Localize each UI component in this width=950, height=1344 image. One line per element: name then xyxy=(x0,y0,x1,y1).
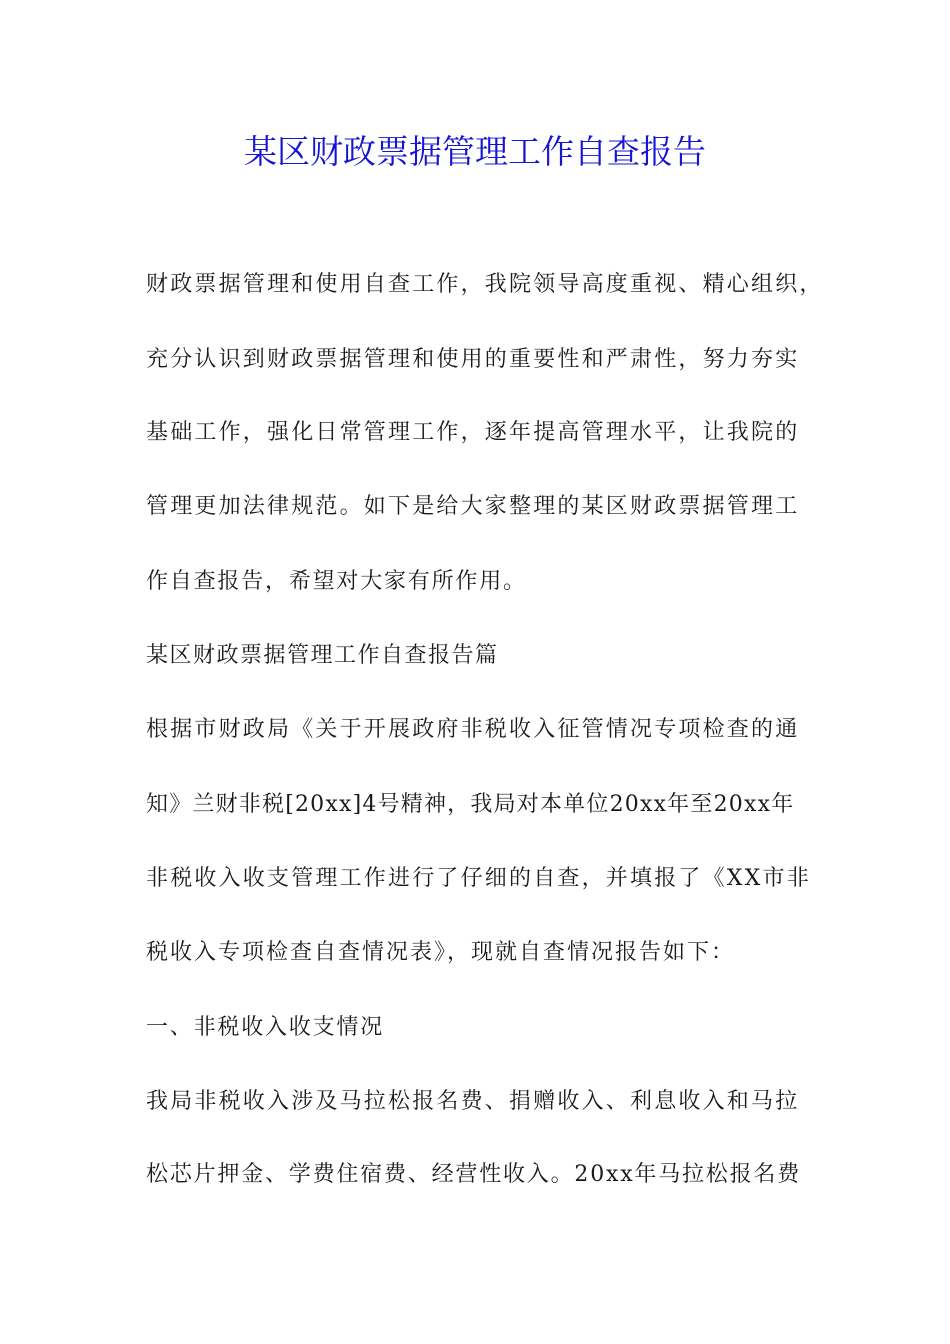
body-line-5: 作自查报告，希望对大家有所作用。 xyxy=(146,569,527,594)
document-title: 某区财政票据管理工作自查报告 xyxy=(244,132,706,171)
body-line-7: 根据市财政局《关于开展政府非税收入征管情况专项检查的通 xyxy=(146,717,800,742)
body-line-3: 基础工作，强化日常管理工作，逐年提高管理水平，让我院的 xyxy=(146,420,800,445)
body-line-8: 知》兰财非税[20xx]4号精神，我局对本单位20xx年至20xx年 xyxy=(146,792,795,817)
body-line-4: 管理更加法律规范。如下是给大家整理的某区财政票据管理工 xyxy=(146,494,800,519)
body-line-12: 我局非税收入涉及马拉松报名费、捐赠收入、利息收入和马拉 xyxy=(146,1089,800,1114)
subsection-heading: 一、非税收入收支情况 xyxy=(146,1015,385,1040)
body-line-1: 财政票据管理和使用自查工作，我院领导高度重视、精心组织， xyxy=(146,272,824,297)
body-line-9: 非税收入收支管理工作进行了仔细的自查，并填报了《XX市非 xyxy=(146,866,811,891)
body-line-10: 税收入专项检查自查情况表》，现就自查情况报告如下： xyxy=(146,940,736,965)
body-line-2: 充分认识到财政票据管理和使用的重要性和严肃性，努力夯实 xyxy=(146,347,800,372)
section-heading: 某区财政票据管理工作自查报告篇 xyxy=(146,643,499,668)
body-line-13: 松芯片押金、学费住宿费、经营性收入。20xx年马拉松报名费 xyxy=(146,1162,802,1187)
